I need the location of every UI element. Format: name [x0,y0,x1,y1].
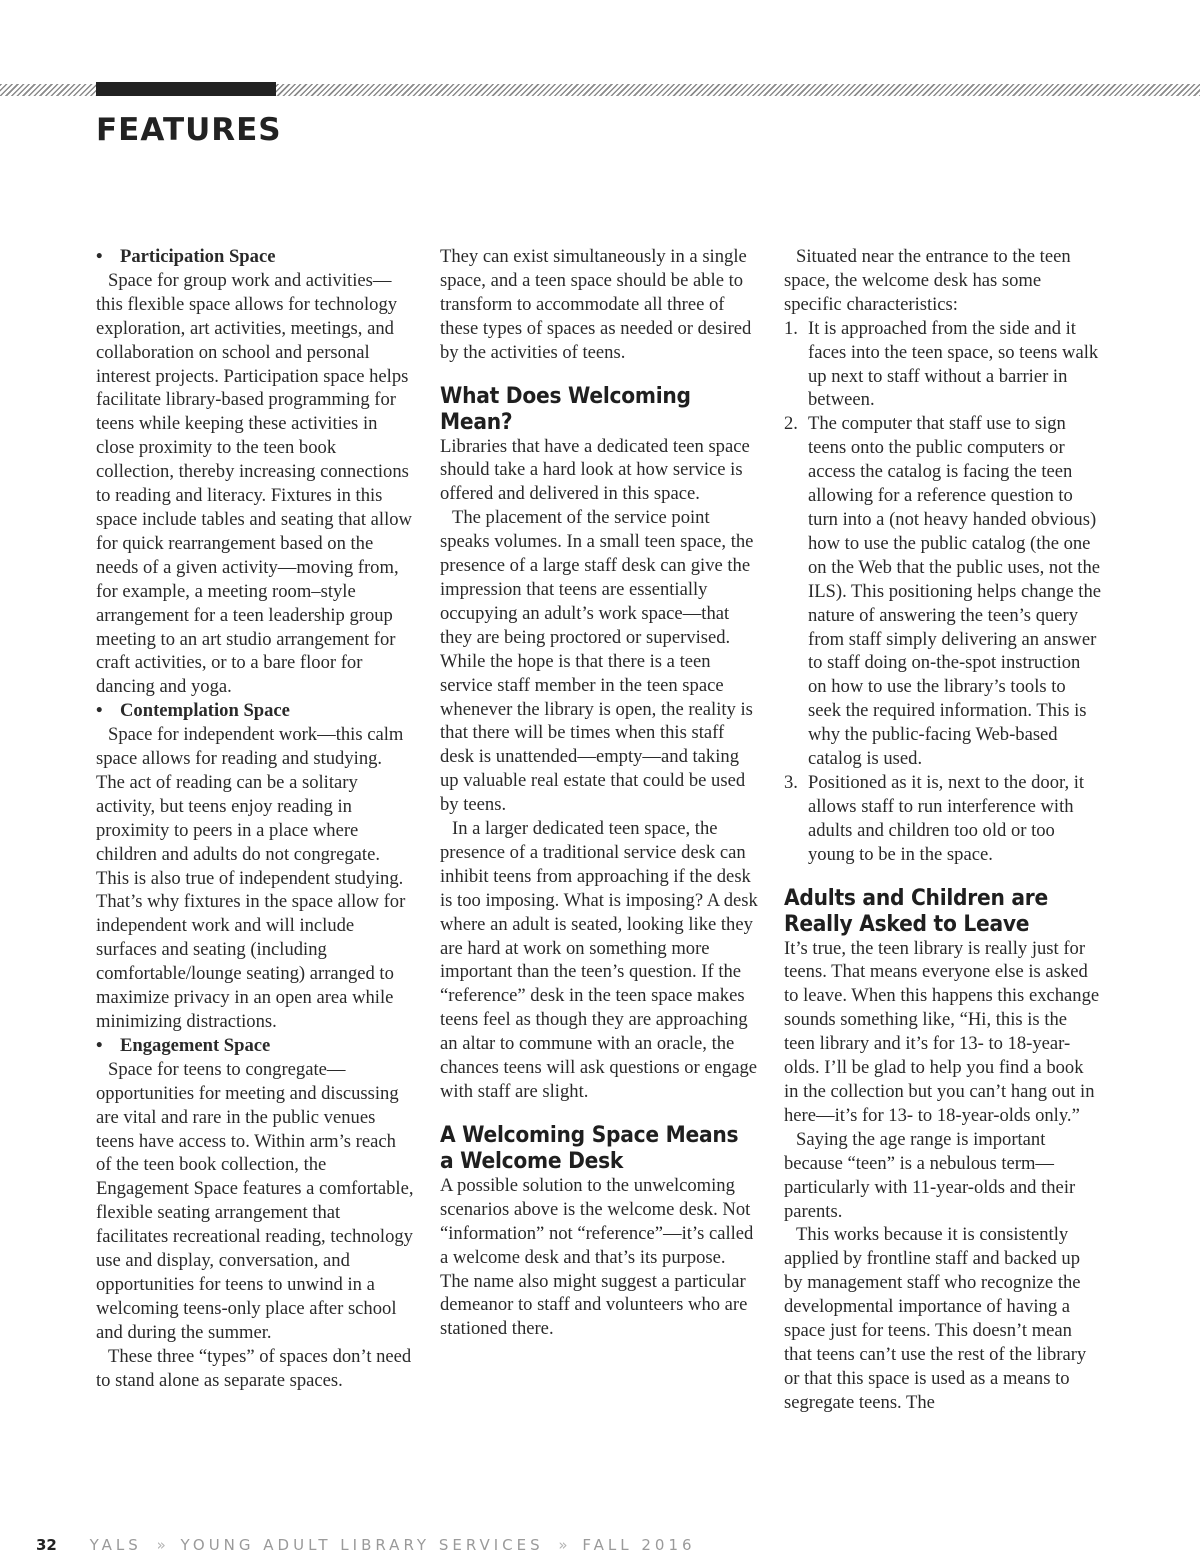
paragraph: Space for independent work—this calm space allows for reading and studying. The act of reading can be a solitary activity, but teens enjoy reading in proximity to peers in a place where children and adults do not congregate. This is also true of independent studying. That’s why fixtures in the space allow for independent work and will include surfaces and seating (including comfortable/lounge seating) arranged to maximize privacy in an open area while minimizing distractions. [96,724,406,1032]
page-footer [36,1536,696,1554]
separator-icon: » [156,1536,166,1554]
bullet-heading [96,1034,414,1058]
bullet-heading [96,699,414,723]
paragraph: In a larger dedicated teen space, the presence of a traditional service desk can inhibit teens from approaching if the desk is too imposing. What is imposing? A desk where an adult is seated, looking like they are hard at work on something more important than the teen’s question. If the “reference” desk in the teen space makes teens feel as though they are approaching an altar to commune with an oracle, the chances teens will ask questions or engage with staff are slight. [440,818,758,1102]
paragraph: It’s true, the teen library is really just for teens. That means everyone else is asked to leave. When this happens this exchange sounds something like, “Hi, this is the teen library and it’s for 13- to 18-year-olds. I’ll be glad to help you find a book in the collection but you can’t hang out in here—it’s for 13- to 18-year-olds only.” [784,937,1100,1126]
journal-name-full: YOUNG ADULT LIBRARY SERVICES [180,1536,544,1554]
subheading: What Does Welcoming Mean? [440,382,691,435]
section-label: FEATURES [96,112,282,148]
separator-icon: » [558,1536,568,1554]
bullet-icon: • [96,700,103,722]
paragraph: The placement of the service point speaks volumes. In a small teen space, the presence of a large staff desk can give the impression that teens are essentially occupying an adult’s work space—that they are being proctored or supervised. While the hope is that there is a teen service staff member in the teen space whenever the library is open, the reality is that there will be times when this staff desk is unattended—empty—and taking up valuable real estate that could be used by teens. [440,507,754,816]
column-3 [784,245,1102,1415]
subheading: A Welcoming Space Means a Welcome Desk [440,1121,739,1174]
column-1 [96,245,414,1393]
paragraph: Situated near the entrance to the teen space, the welcome desk has some specific characteristics: [784,246,1071,315]
list-text: Positioned as it is, next to the door, it allows staff to run interference with adults and children too old or too young to be in the space. [808,771,1085,865]
list-text: It is approached from the side and it faces into the teen space, so teens walk up next to staff without a barrier in between. [808,317,1099,411]
paragraph: Space for teens to congregate—opportunities for meeting and discussing are vital and rare in the public venues teens have access to. Within arm’s reach of the teen book collection, the Engagement Space features a comfortable, flexible seating arrangement that facilitates recreational reading, technology use and display, conversation, and opportunities for teens to unwind in a welcoming teens-only place after school and during the summer. [96,1058,414,1343]
page-number: 32 [36,1536,57,1554]
bullet-title: Contemplation Space [120,700,290,722]
paragraph: This works because it is consistently applied by frontline staff and backed up by management staff who recognize the developmental importance of having a space just for teens. This doesn’t mean that teens can’t use the rest of the library or that this space is used as a means to segregate teens. The [784,1224,1087,1413]
paragraph: Space for group work and activities—this flexible space allows for technology exploration, art activities, meetings, and collaboration on school and personal interest projects. Participation space helps facilitate library-based programming for teens while keeping these activities in close proximity to the teen book collection, thereby increasing connections to reading and literacy. Fixtures in this space include tables and seating that allow for quick rearrangement based on the needs of a given activity—moving from, for example, a meeting room–style arrangement for a teen leadership group meeting to an art studio arrangement for craft activities, or to a bare floor for dancing and yoga. [96,269,412,698]
list-item [784,771,1102,867]
paragraph: Libraries that have a dedicated teen space should take a hard look at how service is offered and delivered in this space. [440,435,750,505]
bullet-icon: • [96,1034,103,1056]
issue-label: FALL 2016 [582,1536,696,1554]
subheading: Adults and Children are Really Asked to Leave [784,884,1048,937]
list-item [784,412,1102,771]
paragraph: These three “types” of spaces don’t need to stand alone as separate spaces. [96,1345,412,1391]
list-number: 2. [784,413,798,435]
header-accent-bar [96,82,276,96]
bullet-heading [96,245,414,269]
bullet-title: Engagement Space [120,1034,271,1056]
list-number: 3. [784,771,798,793]
journal-name-short: YALS [89,1536,142,1554]
bullet-title: Participation Space [120,246,276,267]
paragraph: Saying the age range is important because “teen” is a nebulous term—particularly with 11-year-olds and their parents. [784,1128,1076,1222]
list-item [784,317,1102,413]
paragraph: They can exist simultaneously in a single space, and a teen space should be able to transform to accommodate all three of these types of spaces as needed or desired by the activities of teens. [440,246,752,363]
column-2 [440,245,758,1341]
list-text: The computer that staff use to sign teens onto the public computers or access the catalog is facing the teen allowing for a reference question to turn into a (not heavy handed obvious) how to use the public catalog (the one on the Web that the public uses, not the ILS). This positioning helps change the nature of answering the teen’s query from staff simply delivering an answer to staff doing on-the-spot instruction on how to use the library’s tools to seek the required information. This is why the public-facing Web-based catalog is used. [808,413,1101,770]
paragraph: A possible solution to the unwelcoming scenarios above is the welcome desk. Not “information” not “reference”—it’s called a welcome desk and that’s its purpose. The name also might suggest a particular demeanor to staff and volunteers who are stationed there. [440,1174,754,1340]
characteristics-list [784,317,1102,867]
list-number: 1. [784,317,798,339]
bullet-icon: • [96,246,103,267]
